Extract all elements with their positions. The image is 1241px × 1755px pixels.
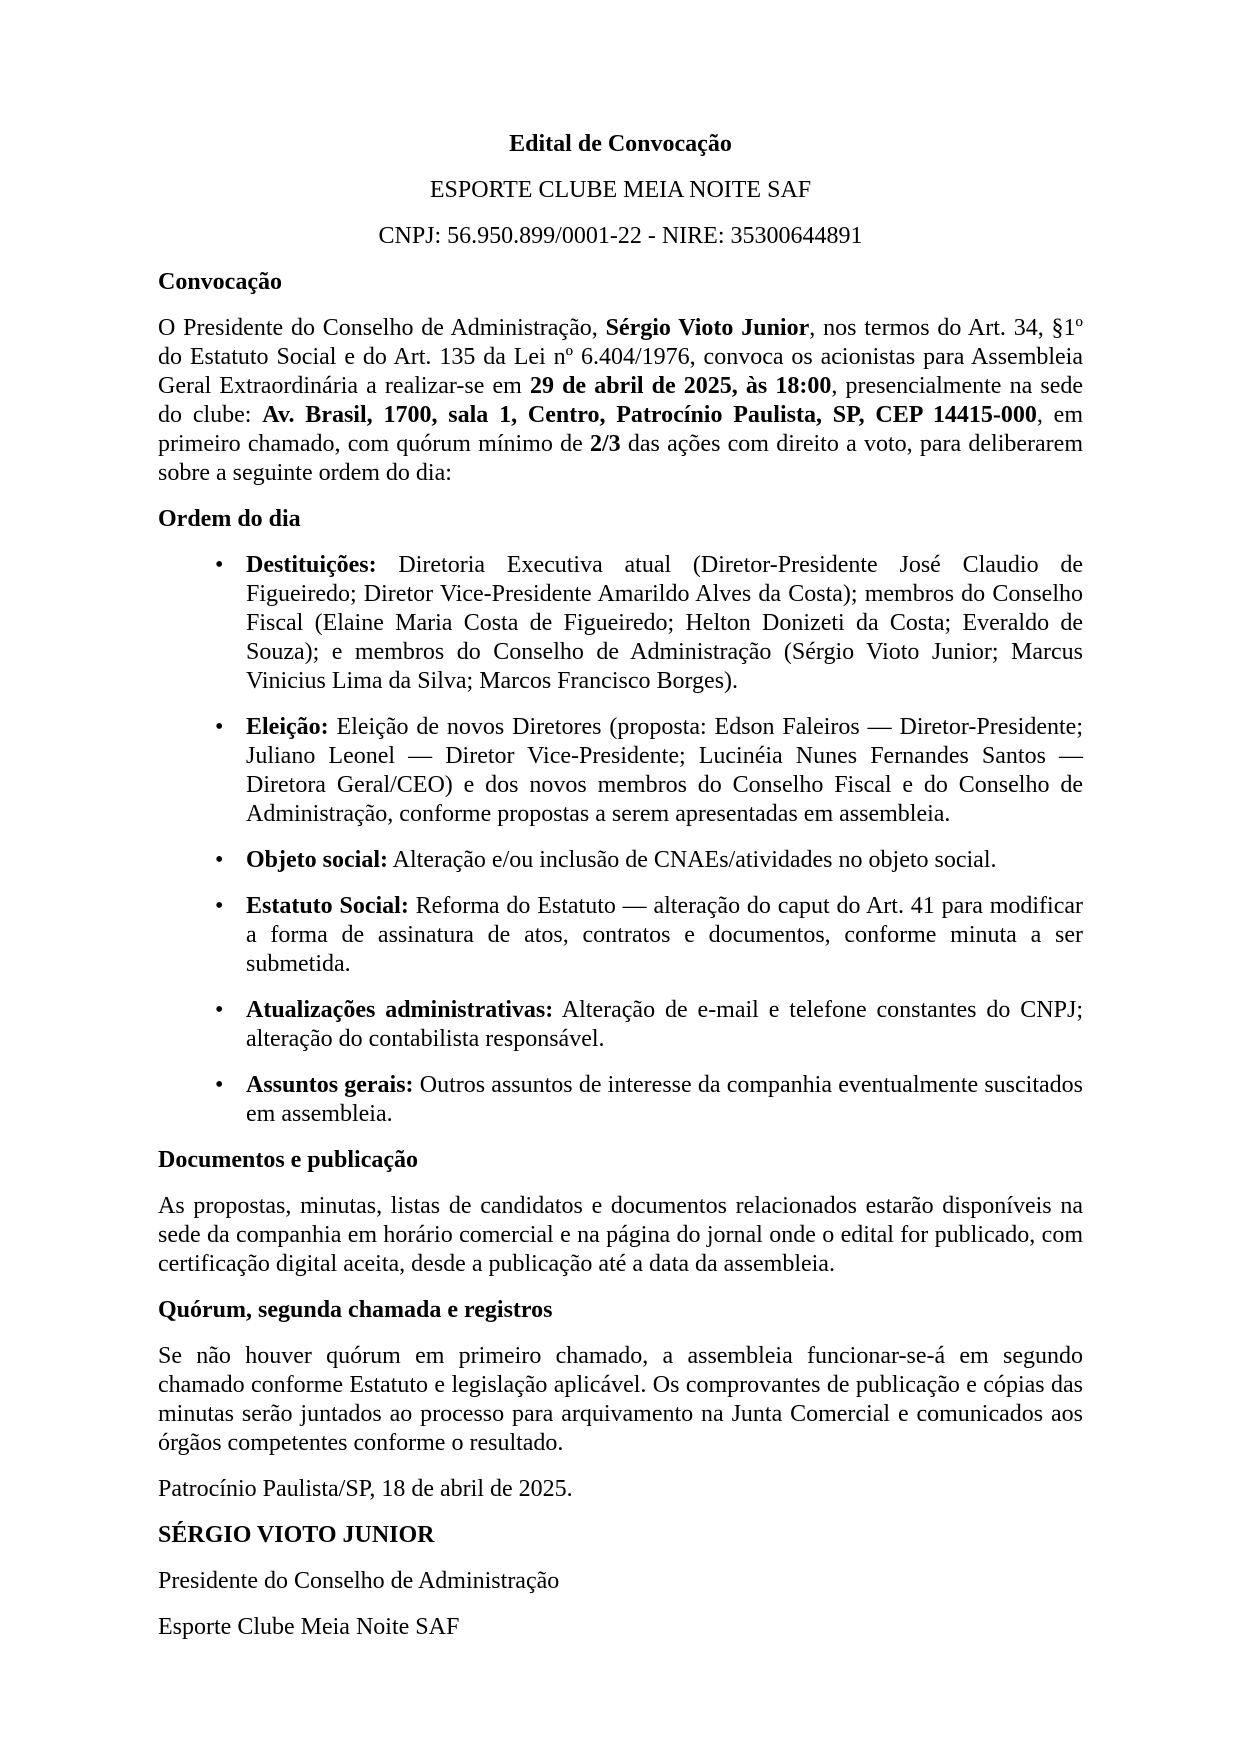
agenda-item-text: Outros assuntos de interesse da companhia eventualmente suscitados em assembleia. bbox=[246, 1072, 1083, 1127]
signer-company: Esporte Clube Meia Noite SAF bbox=[158, 1614, 460, 1640]
agenda-item-text: Alteração de e-mail e telefone constantes do CNPJ; alteração do contabilista responsável. bbox=[246, 997, 1083, 1052]
page-title: Edital de Convocação bbox=[509, 131, 732, 157]
agenda-item-text: Reforma do Estatuto — alteração do caput do Art. 41 para modificar a forma de assinatura de atos, contratos e documentos, conforme minuta a ser submetida. bbox=[246, 893, 1083, 977]
section-heading-quorum: Quórum, segunda chamada e registros bbox=[158, 1297, 553, 1323]
intro-run: das ações com direito a voto, para deliberarem sobre a seguinte ordem do dia: bbox=[158, 431, 1083, 486]
section-heading-documentos: Documentos e publicação bbox=[158, 1147, 418, 1173]
bullet-icon: • bbox=[215, 893, 224, 919]
bullet-icon: • bbox=[215, 1072, 224, 1098]
intro-paragraph bbox=[158, 314, 1083, 488]
signer-name-inline: Sérgio Vioto Junior bbox=[605, 315, 810, 341]
company-name: ESPORTE CLUBE MEIA NOITE SAF bbox=[429, 177, 812, 203]
agenda-item-atualizacoes bbox=[158, 996, 1083, 1054]
agenda-item-estatuto-social bbox=[158, 892, 1083, 979]
agenda-item-objeto-social bbox=[158, 846, 1083, 875]
meeting-address: Av. Brasil, 1700, sala 1, Centro, Patrocínio Paulista, SP, CEP 14415-000 bbox=[262, 402, 1037, 428]
signer-name: SÉRGIO VIOTO JUNIOR bbox=[158, 1522, 435, 1548]
documentos-paragraph: As propostas, minutas, listas de candidatos e documentos relacionados estarão disponíveis na sede da companhia em horário comercial e na página do jornal onde o edital for publicado, com certificação digital aceita, desde a publicação até a data da assembleia. bbox=[158, 1193, 1083, 1277]
intro-run: , presencialmente na sede do clube: bbox=[158, 373, 1084, 428]
agenda-list bbox=[158, 551, 1083, 1129]
registration-line: CNPJ: 56.950.899/0001-22 - NIRE: 35300644891 bbox=[378, 223, 863, 249]
agenda-item-destituicoes bbox=[158, 551, 1083, 696]
signer-role: Presidente do Conselho de Administração bbox=[158, 1568, 560, 1594]
agenda-item-label: Destituições: bbox=[246, 552, 377, 578]
date-line: Patrocínio Paulista/SP, 18 de abril de 2025. bbox=[158, 1476, 573, 1502]
agenda-item-label: Assuntos gerais: bbox=[246, 1072, 414, 1098]
bullet-icon: • bbox=[215, 997, 224, 1023]
agenda-item-assuntos-gerais bbox=[158, 1071, 1083, 1129]
agenda-item-label: Atualizações administrativas: bbox=[246, 997, 554, 1023]
agenda-item-text: Diretoria Executiva atual (Diretor-Presidente José Claudio de Figueiredo; Diretor Vice-Presidente Amarildo Alves da Costa); membros do Conselho Fiscal (Elaine Maria Costa de Figueiredo; Helton Donizeti da Costa; Everaldo de Souza); e membros do Conselho de Administração (Sérgio Vioto Junior; Marcus Vinicius Lima da Silva; Marcos Francisco Borges). bbox=[246, 552, 1083, 694]
meeting-datetime: 29 de abril de 2025, às 18:00 bbox=[529, 373, 832, 399]
bullet-icon: • bbox=[215, 714, 224, 740]
section-heading-ordem-do-dia: Ordem do dia bbox=[158, 506, 301, 532]
bullet-icon: • bbox=[215, 847, 224, 873]
intro-run: O Presidente do Conselho de Administração, bbox=[158, 315, 606, 341]
quorum-paragraph: Se não houver quórum em primeiro chamado, a assembleia funcionar-se-á em segundo chamado conforme Estatuto e legislação aplicável. Os comprovantes de publicação e cópias das minutas serão juntados ao processo para arquivamento na Junta Comercial e comunicados aos órgãos competentes conforme o resultado. bbox=[158, 1343, 1083, 1456]
quorum-fraction: 2/3 bbox=[589, 431, 621, 457]
agenda-item-label: Estatuto Social: bbox=[246, 893, 409, 919]
bullet-icon: • bbox=[215, 552, 224, 578]
agenda-item-eleicao bbox=[158, 713, 1083, 829]
intro-run: , em primeiro chamado, com quórum mínimo de bbox=[158, 402, 1083, 457]
agenda-item-label: Objeto social: bbox=[246, 847, 388, 873]
agenda-item-label: Eleição: bbox=[246, 714, 329, 740]
section-heading-convocacao: Convocação bbox=[158, 269, 282, 295]
agenda-item-text: Alteração e/ou inclusão de CNAEs/atividades no objeto social. bbox=[387, 847, 997, 873]
intro-run: , nos termos do Art. 34, §1º do Estatuto Social e do Art. 135 da Lei nº 6.404/1976, convoca os acionistas para Assembleia Geral Extraordinária a realizar-se em bbox=[158, 315, 1083, 399]
agenda-item-text: Eleição de novos Diretores (proposta: Edson Faleiros — Diretor-Presidente; Juliano Leonel — Diretor Vice-Presidente; Lucinéia Nunes Fernandes Santos — Diretora Geral/CEO) e dos novos membros do Conselho Fiscal e do Conselho de Administração, conforme propostas a serem apresentadas em assembleia. bbox=[246, 714, 1083, 827]
